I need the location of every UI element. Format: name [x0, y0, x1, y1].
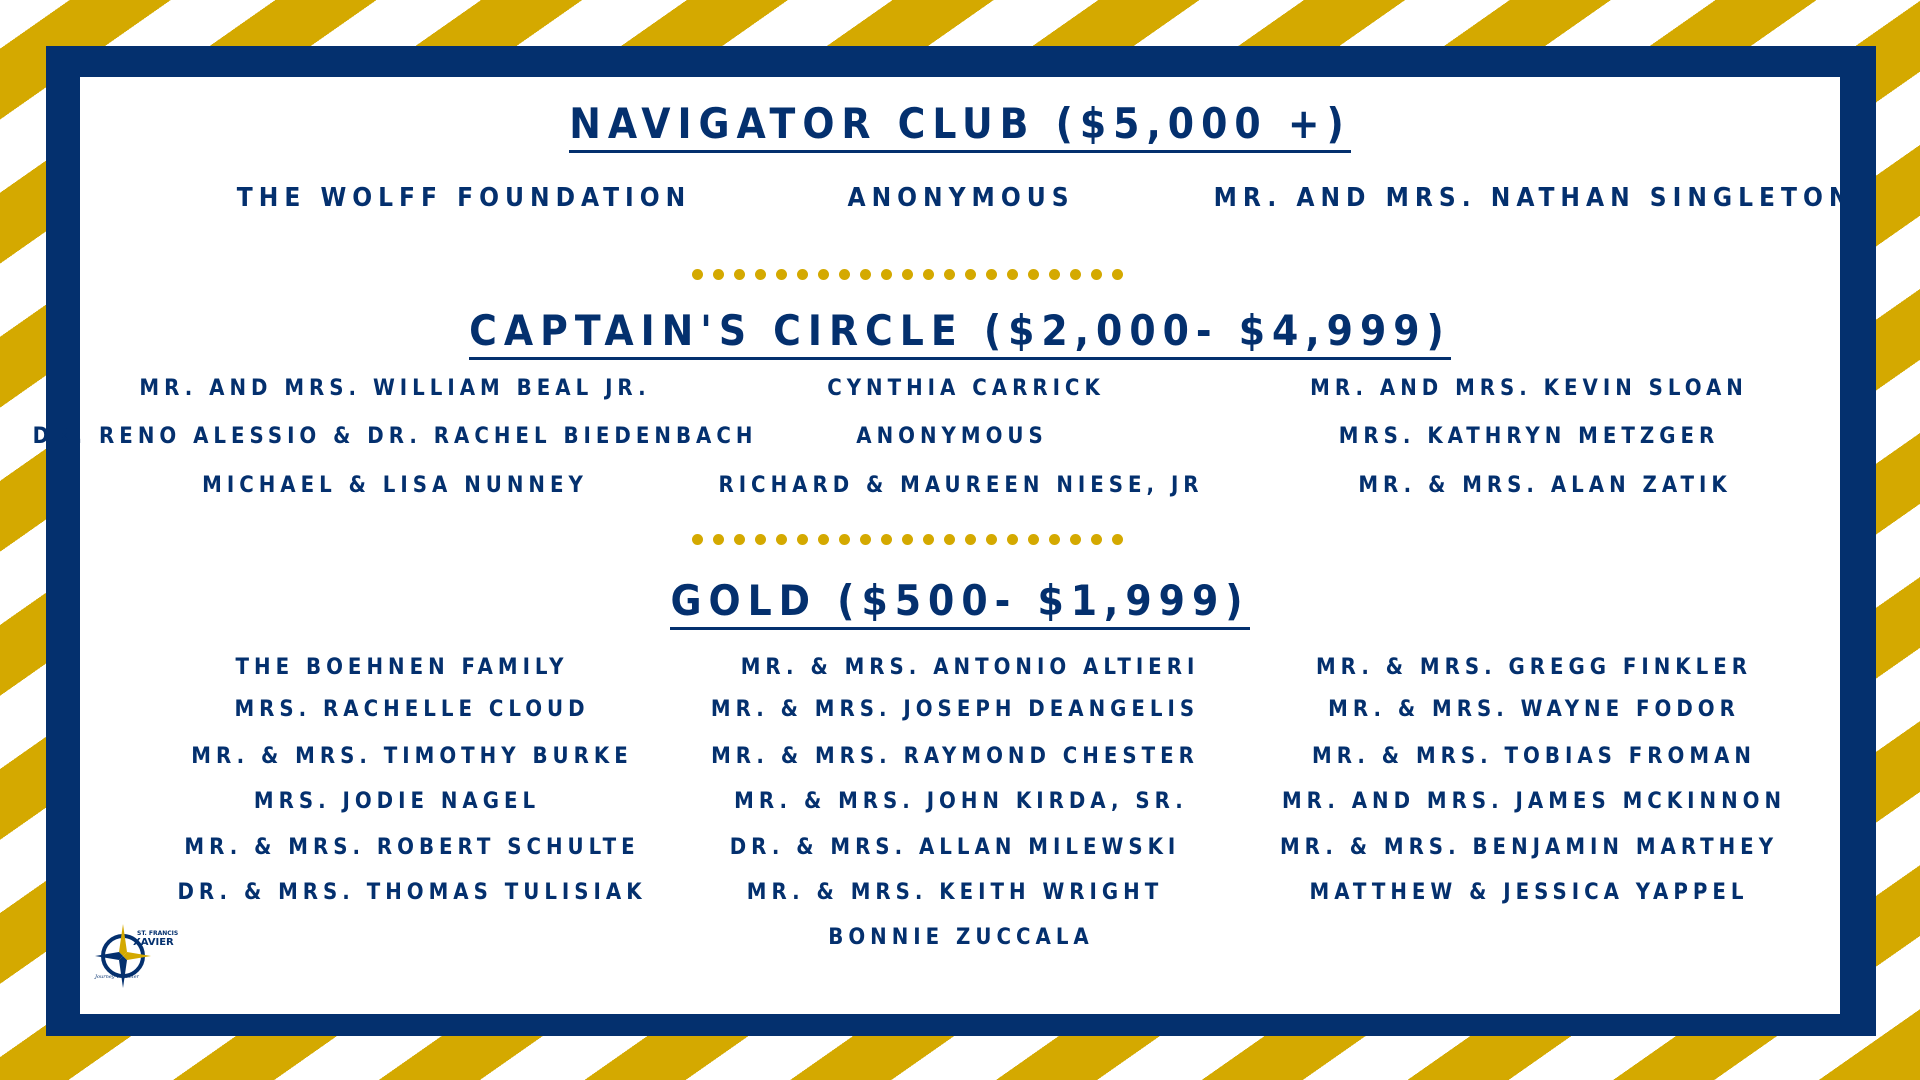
divider-dot — [860, 269, 871, 280]
divider-dot — [839, 269, 850, 280]
divider-dot — [839, 534, 850, 545]
divider-dot — [713, 534, 724, 545]
gold-name: DR. & MRS. THOMAS TULISIAK — [177, 880, 647, 905]
divider-dot — [902, 534, 913, 545]
divider-dot — [944, 269, 955, 280]
captain-name: RICHARD & MAUREEN NIESE, JR — [718, 473, 1204, 498]
divider-dot — [1091, 534, 1102, 545]
divider-dot — [1028, 269, 1039, 280]
divider-dot — [902, 269, 913, 280]
divider-dot — [1049, 269, 1060, 280]
divider-dot — [776, 269, 787, 280]
gold-name: MR. & MRS. JOHN KIRDA, SR. — [734, 789, 1188, 814]
divider-dot — [860, 534, 871, 545]
divider-dot — [818, 269, 829, 280]
captain-name: MICHAEL & LISA NUNNEY — [202, 473, 588, 498]
divider-dot — [1007, 269, 1018, 280]
gold-name: MR. & MRS. RAYMOND CHESTER — [711, 744, 1199, 769]
gold-name: MR. & MRS. ANTONIO ALTIERI — [740, 655, 1200, 680]
divider-dot — [986, 269, 997, 280]
divider-dot — [1028, 534, 1039, 545]
gold-name: MR. & MRS. KEITH WRIGHT — [746, 880, 1164, 905]
gold-name: MR. & MRS. TIMOTHY BURKE — [191, 744, 633, 769]
gold-name: MR. & MRS. GREGG FINKLER — [1315, 655, 1753, 680]
gold-name: MRS. JODIE NAGEL — [253, 789, 541, 814]
divider-dot — [986, 534, 997, 545]
divider-dot — [692, 269, 703, 280]
navigator-name: ANONYMOUS — [847, 183, 1075, 213]
captain-name: ANONYMOUS — [856, 424, 1048, 449]
logo-text-main: XAVIER — [133, 937, 174, 948]
divider-dot — [797, 534, 808, 545]
captain-name: CYNTHIA CARRICK — [827, 376, 1105, 401]
gold-name: MR. & MRS. ROBERT SCHULTE — [184, 835, 640, 860]
gold-name: MATTHEW & JESSICA YAPPEL — [1309, 880, 1749, 905]
divider-dot — [1112, 269, 1123, 280]
divider-dot — [776, 534, 787, 545]
divider-dot — [944, 534, 955, 545]
gold-name: MR. & MRS. BENJAMIN MARTHEY — [1279, 835, 1779, 860]
logo-text-top: ST. FRANCIS — [137, 930, 179, 937]
divider-dot — [881, 269, 892, 280]
gold-title: GOLD ($500- $1,999) — [0, 580, 1920, 622]
divider-dot — [881, 534, 892, 545]
gold-name: THE BOEHNEN FAMILY — [235, 655, 569, 680]
gold-name: MR. & MRS. WAYNE FODOR — [1328, 697, 1740, 722]
navigator-club-title: NAVIGATOR CLUB ($5,000 +) — [0, 103, 1920, 145]
divider-dot — [965, 269, 976, 280]
gold-name: BONNIE ZUCCALA — [828, 925, 1094, 950]
captain-name: MR. AND MRS. KEVIN SLOAN — [1310, 376, 1748, 401]
navigator-name: THE WOLFF FOUNDATION — [236, 183, 692, 213]
divider-dot — [923, 534, 934, 545]
navigator-name: MR. AND MRS. NATHAN SINGLETON — [1213, 183, 1855, 213]
captain-name: MR. & MRS. ALAN ZATIK — [1358, 473, 1732, 498]
divider-dot — [1091, 269, 1102, 280]
divider-dot — [818, 534, 829, 545]
logo-script: Journey Together — [95, 974, 139, 980]
divider-dot — [1049, 534, 1060, 545]
divider-dot — [797, 269, 808, 280]
gold-name: DR. & MRS. ALLAN MILEWSKI — [729, 835, 1181, 860]
gold-name: MR. & MRS. JOSEPH DEANGELIS — [710, 697, 1200, 722]
divider-dot — [923, 269, 934, 280]
divider-dot — [692, 534, 703, 545]
divider-dot — [1112, 534, 1123, 545]
divider-dot — [1007, 534, 1018, 545]
gold-name: MR. & MRS. TOBIAS FROMAN — [1312, 744, 1756, 769]
divider-dot — [713, 269, 724, 280]
dot-divider-2 — [692, 534, 1133, 545]
school-logo — [93, 918, 179, 994]
gold-name: MRS. RACHELLE CLOUD — [234, 697, 590, 722]
divider-dot — [1070, 269, 1081, 280]
divider-dot — [1070, 534, 1081, 545]
content-panel — [80, 77, 1840, 1014]
divider-dot — [965, 534, 976, 545]
captains-circle-title: CAPTAIN'S CIRCLE ($2,000- $4,999) — [0, 310, 1920, 352]
divider-dot — [755, 269, 766, 280]
gold-name: MR. AND MRS. JAMES MCKINNON — [1281, 789, 1787, 814]
divider-dot — [734, 534, 745, 545]
captain-name: MRS. KATHRYN METZGER — [1338, 424, 1720, 449]
divider-dot — [755, 534, 766, 545]
captain-name: DR. RENO ALESSIO & DR. RACHEL BIEDENBACH — [32, 424, 758, 449]
captain-name: MR. AND MRS. WILLIAM BEAL JR. — [139, 376, 651, 401]
dot-divider-1 — [692, 269, 1133, 280]
divider-dot — [734, 269, 745, 280]
